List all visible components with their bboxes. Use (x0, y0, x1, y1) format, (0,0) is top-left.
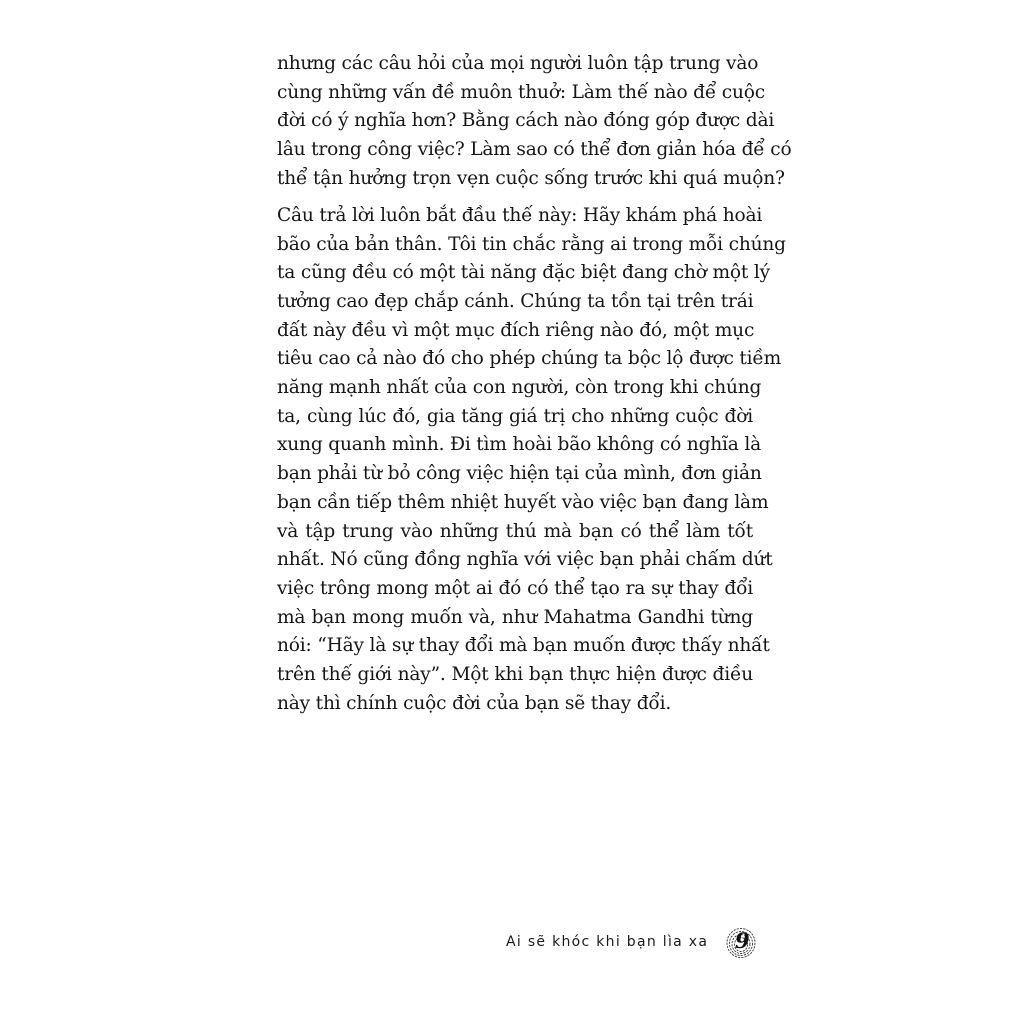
body-text (277, 50, 792, 718)
text-line: tiêu cao cả nào đó cho phép chúng ta bộc lộ được tiềm (277, 348, 782, 370)
paragraph-spacer (277, 193, 753, 202)
text-line: năng mạnh nhất của con người, còn trong khi chúng (277, 377, 762, 399)
text-line: Câu trả lời luôn bắt đầu thế này: Hãy khám phá hoài (277, 204, 763, 226)
text-line: nói: “Hãy là sự thay đổi mà bạn muốn được thấy nhất (277, 635, 770, 657)
text-line: lâu trong công việc? Làm sao có thể đơn giản hóa để có (277, 139, 792, 161)
text-line: việc trông mong một ai đó có thể tạo ra sự thay đổi (277, 577, 753, 599)
page-number: 9 (735, 928, 750, 953)
text-line: bạn phải từ bỏ công việc hiện tại của mình, đơn giản (277, 463, 762, 485)
text-line: nhưng các câu hỏi của mọi người luôn tập trung vào (277, 53, 759, 74)
text-line: đời có ý nghĩa hơn? Bằng cách nào đóng góp được dài (277, 110, 775, 132)
running-title: Ai sẽ khóc khi bạn lìa xa (506, 934, 709, 950)
text-line: nhất. Nó cũng đồng nghĩa với việc bạn phải chấm dứt (277, 549, 773, 571)
page-footer (506, 927, 766, 961)
text-line: trên thế giới này”. Một khi bạn thực hiện được điều (277, 663, 753, 685)
text-line: thể tận hưởng trọn vẹn cuộc sống trước khi quá muộn? (277, 167, 785, 189)
text-line: cùng những vấn đề muôn thuở: Làm thế nào để cuộc (277, 81, 765, 103)
paragraph-2 (277, 202, 786, 718)
text-line: ta, cùng lúc đó, gia tăng giá trị cho những cuộc đời (277, 405, 753, 427)
text-line: xung quanh mình. Đi tìm hoài bão không có nghĩa là (277, 434, 762, 456)
text-line: mà bạn mong muốn và, như Mahatma Gandhi từng (277, 606, 753, 628)
text-line: ta cũng đều có một tài năng đặc biệt đang chờ một lý (277, 262, 770, 284)
text-line: bão của bản thân. Tôi tin chắc rằng ai trong mỗi chúng (277, 233, 786, 255)
text-line: tưởng cao đẹp chắp cánh. Chúng ta tồn tại trên trái (277, 291, 754, 312)
text-line: bạn cần tiếp thêm nhiệt huyết vào việc bạn đang làm (277, 491, 769, 513)
text-line: này thì chính cuộc đời của bạn sẽ thay đổi. (277, 692, 672, 714)
text-line: đất này đều vì một mục đích riêng nào đó, một mục (277, 319, 755, 341)
paragraph-1 (277, 50, 792, 193)
text-line: và tập trung vào những thú mà bạn có thể làm tốt (277, 520, 753, 542)
